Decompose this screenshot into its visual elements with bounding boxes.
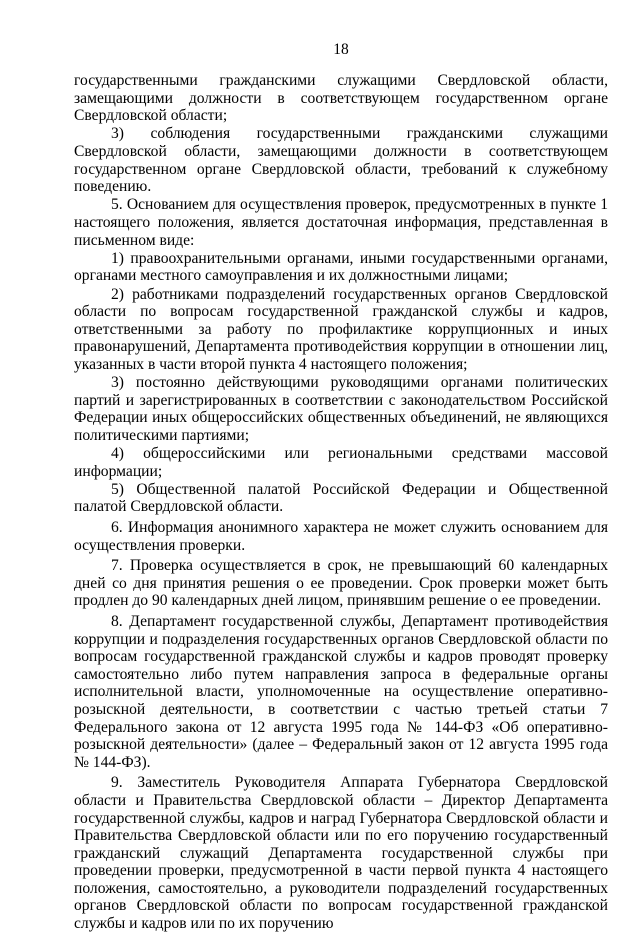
paragraph-item-5-3: 3) постоянно действующими руководящими органами политических партий и зарегистрированных в соответствии с законодательством Российской Федерации иных общероссийских общественных объединений, не являющихся политическими партиями;: [74, 374, 608, 444]
paragraph-item-5-5: 5) Общественной палатой Российской Федерации и Общественной палатой Свердловской области.: [74, 480, 608, 516]
paragraph-section-8: 8. Департамент государственной службы, Департамент противодействия коррупции и подразделения государственных органов Свердловской области по вопросам государственной гражданской службы и кадров проводят проверку самостоятельно либо путем направления запроса в федеральные органы исполнительной власти, уполномоченные на осуществление оперативно-розыскной деятельности, в соответствии с частью третьей статьи 7 Федерального закона от 12 августа 1995 года № 144-ФЗ «Об оперативно-розыскной деятельности» (далее – Федеральный закон от 12 августа 1995 года № 144-ФЗ).: [74, 612, 608, 771]
paragraph-section-9: 9. Заместитель Руководителя Аппарата Губернатора Свердловской области и Правительства Свердловской области – Директор Департамента государственной службы, кадров и наград Губернатора Свердловской области и Правительства Свердловской области или по его поручению государственный гражданский служащий Департамента государственной службы при проведении проверки, предусмотренной в части первой пункта 4 настоящего положения, самостоятельно, а руководители подразделений государственных органов Свердловской области по вопросам государственной гражданской службы и кадров или по их поручению: [74, 774, 608, 933]
document-page: [74, 40, 608, 933]
paragraph-item-5-1: 1) правоохранительными органами, иными государственными органами, органами местного самоуправления и их должностными лицами;: [74, 249, 608, 285]
paragraph-item-5-2: 2) работниками подразделений государственных органов Свердловской области по вопросам государственной гражданской службы и кадров, ответственными за работу по профилактике коррупционных и иных правонарушений, Департамента противодействия коррупции в отношении лиц, указанных в части второй пункта 4 настоящего положения;: [74, 285, 608, 373]
page-number: 18: [333, 41, 349, 58]
paragraph-item-3: 3) соблюдения государственными гражданскими служащими Свердловской области, замещающими должности в соответствующем государственном органе Свердловской области, требований к служебному поведению.: [74, 125, 608, 196]
paragraph-section-6: 6. Информация анонимного характера не может служить основанием для осуществления проверки.: [74, 519, 608, 554]
paragraph-continuation: государственными гражданскими служащими Свердловской области, замещающими должности в соответствующем государственном органе Свердловской области;: [74, 72, 608, 125]
paragraph-section-7: 7. Проверка осуществляется в срок, не превышающий 60 календарных дней со дня принятия решения о ее проведении. Срок проверки может быть продлен до 90 календарных дней лицом, принявшим решение о ее проведении.: [74, 557, 608, 610]
document-body: [74, 72, 608, 933]
paragraph-item-5-4: 4) общероссийскими или региональными средствами массовой информации;: [74, 445, 608, 480]
paragraph-section-5: 5. Основанием для осуществления проверок, предусмотренных в пункте 1 настоящего положения, является достаточная информация, представленная в письменном виде:: [74, 196, 608, 249]
